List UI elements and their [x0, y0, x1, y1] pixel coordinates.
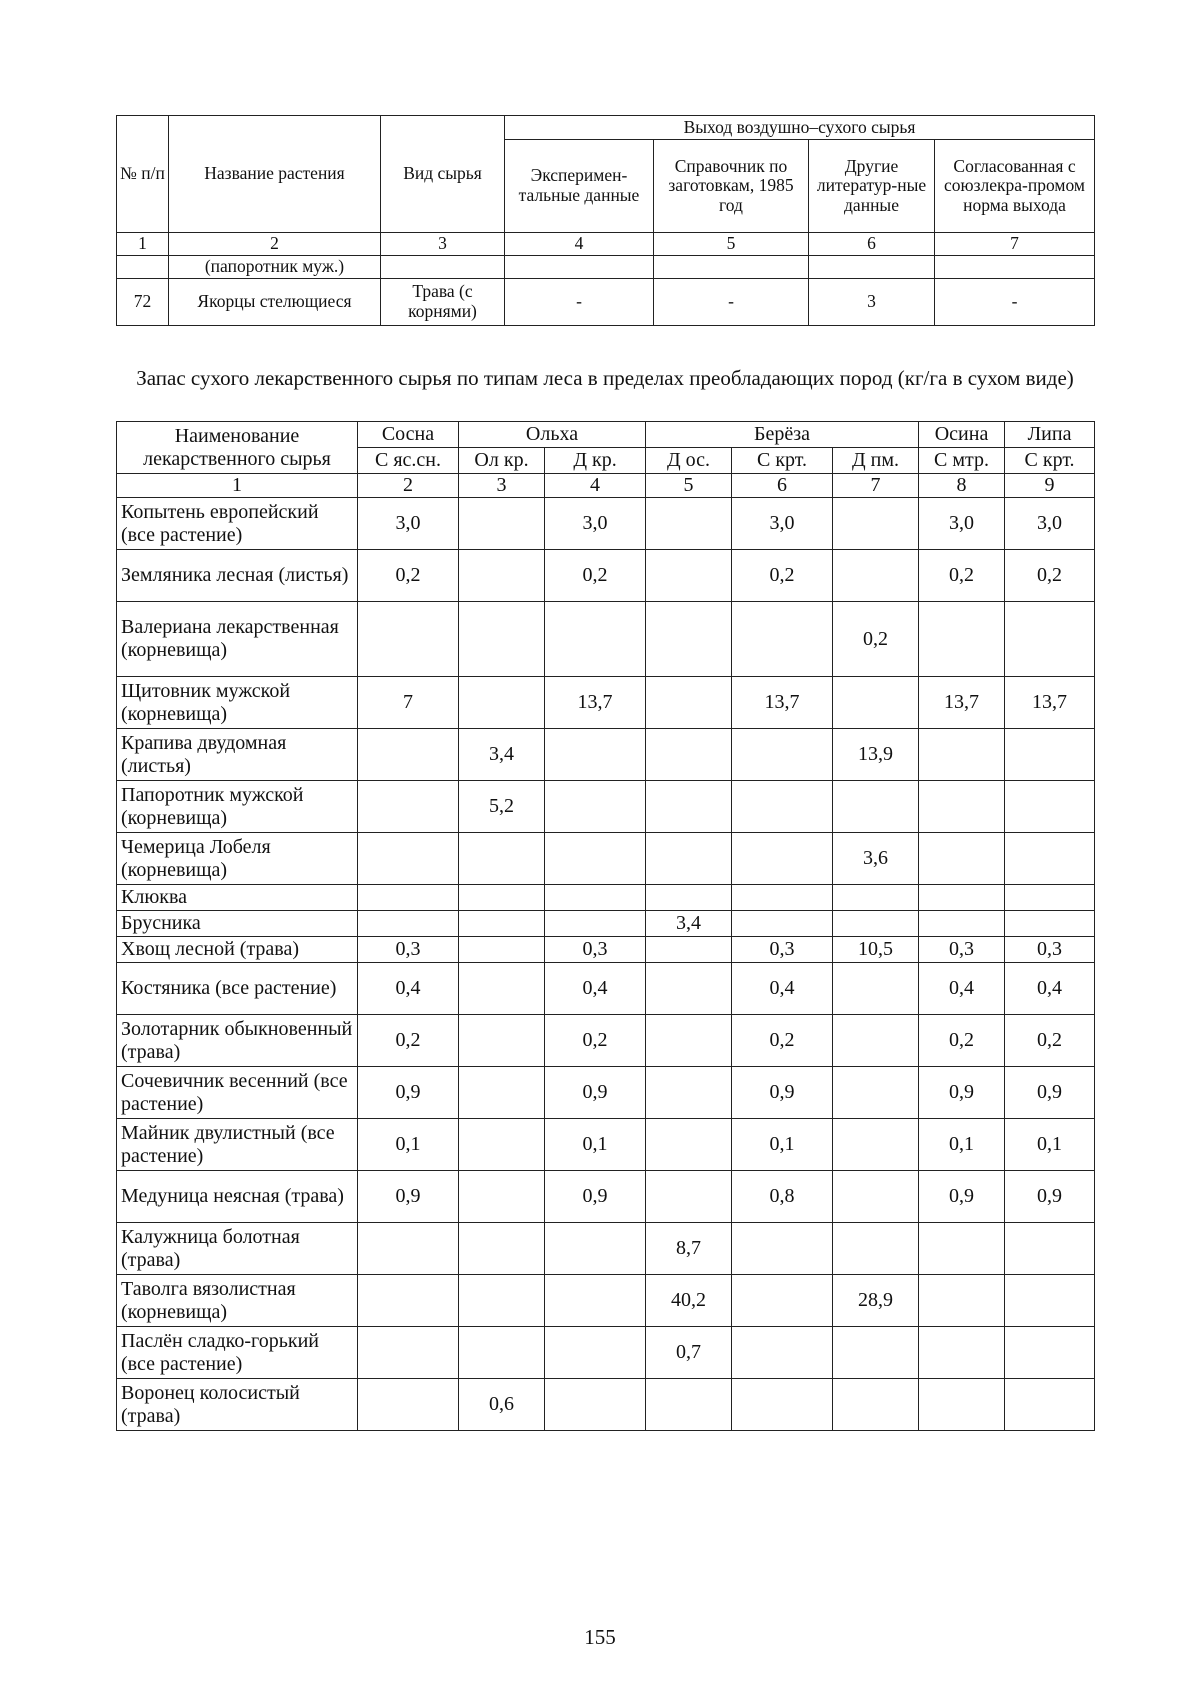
table-cell: 0,2 — [358, 550, 459, 602]
table-row — [117, 833, 1095, 885]
table-cell: 5,2 — [459, 781, 545, 833]
subheader: Д пм. — [833, 448, 919, 474]
table-cell — [833, 550, 919, 602]
table-row — [117, 781, 1095, 833]
table-cell: 0,2 — [1005, 1015, 1095, 1067]
table-cell: 0,9 — [545, 1171, 646, 1223]
table-cell: 0,4 — [1005, 963, 1095, 1015]
table-cell: 0,2 — [732, 1015, 833, 1067]
table-cell: 0,1 — [358, 1119, 459, 1171]
subheader: С крт. — [1005, 448, 1095, 474]
col-number: 4 — [505, 233, 654, 256]
table-cell: 0,9 — [358, 1067, 459, 1119]
table-cell: 0,3 — [919, 937, 1005, 963]
table-cell — [1005, 1223, 1095, 1275]
table-cell — [833, 498, 919, 550]
table-cell — [833, 1067, 919, 1119]
table-cell — [358, 885, 459, 911]
table-cell: 0,7 — [646, 1327, 732, 1379]
table-cell: 0,4 — [545, 963, 646, 1015]
table-cell — [358, 833, 459, 885]
table-row — [117, 911, 1095, 937]
table-cell: 0,1 — [545, 1119, 646, 1171]
header-olkha: Ольха — [459, 422, 646, 448]
table-cell — [646, 602, 732, 677]
col-number: 7 — [833, 474, 919, 498]
table-row — [117, 1015, 1095, 1067]
table-cell: 0,9 — [1005, 1171, 1095, 1223]
table-cell — [919, 729, 1005, 781]
table-cell: 0,2 — [545, 1015, 646, 1067]
table-cell — [358, 1379, 459, 1431]
table-cell: 0,9 — [919, 1171, 1005, 1223]
table-cell — [545, 1379, 646, 1431]
stock-table — [116, 421, 1095, 1431]
col-number: 4 — [545, 474, 646, 498]
table-cell — [358, 602, 459, 677]
table-cell — [505, 256, 654, 279]
table-cell — [646, 885, 732, 911]
table-cell: 3,6 — [833, 833, 919, 885]
table-cell — [545, 1327, 646, 1379]
table-cell — [459, 885, 545, 911]
col-number: 2 — [358, 474, 459, 498]
table-cell: 0,8 — [732, 1171, 833, 1223]
table-row — [117, 1327, 1095, 1379]
table-cell: 7 — [358, 677, 459, 729]
subheader: С мтр. — [919, 448, 1005, 474]
table-cell: 3,0 — [545, 498, 646, 550]
table-cell — [1005, 1379, 1095, 1431]
table-cell — [833, 885, 919, 911]
table-row — [117, 602, 1095, 677]
table-row — [117, 1119, 1095, 1171]
table-cell: 0,3 — [545, 937, 646, 963]
header-num: № п/п — [117, 116, 169, 233]
table-cell — [459, 1119, 545, 1171]
table-cell — [646, 963, 732, 1015]
row-raw-name: Копытень европейский (все растение) — [117, 498, 358, 550]
row-num: 72 — [117, 279, 169, 326]
table-cell — [833, 963, 919, 1015]
table-row — [117, 1171, 1095, 1223]
table-cell — [833, 1327, 919, 1379]
table-cell: 0,9 — [545, 1067, 646, 1119]
col-number: 5 — [646, 474, 732, 498]
header-yield-group: Выход воздушно–сухого сырья — [505, 116, 1095, 140]
row-raw-name: Таволга вязолистная (корневища) — [117, 1275, 358, 1327]
table-cell — [732, 781, 833, 833]
table-row — [117, 279, 1095, 326]
table-cell: 0,1 — [732, 1119, 833, 1171]
row-reference: - — [654, 279, 809, 326]
row-other: 3 — [809, 279, 935, 326]
row-raw-name: Паслён сладко-горький (все растение) — [117, 1327, 358, 1379]
table-cell — [833, 911, 919, 937]
table-row — [117, 550, 1095, 602]
table-cell — [919, 1327, 1005, 1379]
row-raw-name: Чемерица Лобеля (корневища) — [117, 833, 358, 885]
table-row — [117, 729, 1095, 781]
table-cell — [1005, 602, 1095, 677]
table-cell: 0,1 — [1005, 1119, 1095, 1171]
table-cell — [459, 550, 545, 602]
row-raw-type: Трава (с корнями) — [381, 279, 505, 326]
col-number: 3 — [459, 474, 545, 498]
col-number: 6 — [809, 233, 935, 256]
header-raw-type: Вид сырья — [381, 116, 505, 233]
table-cell — [459, 1015, 545, 1067]
table-row — [117, 963, 1095, 1015]
table-cell — [919, 885, 1005, 911]
table-cell: 0,2 — [545, 550, 646, 602]
row-agreed: - — [935, 279, 1095, 326]
table-cell — [545, 885, 646, 911]
table-cell — [919, 781, 1005, 833]
table-cell — [545, 1223, 646, 1275]
header-agreed-norm: Согласованная с союзлекра-промом норма выхода — [935, 140, 1095, 233]
table-cell — [646, 1171, 732, 1223]
row-raw-name: Клюква — [117, 885, 358, 911]
table-cell — [919, 602, 1005, 677]
table-cell: 0,4 — [919, 963, 1005, 1015]
table-cell — [935, 256, 1095, 279]
table-cell: 0,2 — [919, 550, 1005, 602]
table-cell — [646, 1379, 732, 1431]
header-lipa: Липа — [1005, 422, 1095, 448]
row-raw-name: Золотарник обыкновенный (трава) — [117, 1015, 358, 1067]
table-cell — [919, 1223, 1005, 1275]
table-cell: 13,7 — [732, 677, 833, 729]
row-experimental: - — [505, 279, 654, 326]
page-number: 155 — [584, 1625, 616, 1649]
col-number: 1 — [117, 474, 358, 498]
table-cell — [732, 885, 833, 911]
table-cell — [732, 1275, 833, 1327]
table-cell — [1005, 781, 1095, 833]
table-cell: 3,4 — [646, 911, 732, 937]
table-cell: 0,3 — [358, 937, 459, 963]
table-row — [117, 937, 1095, 963]
table-cell: 0,3 — [732, 937, 833, 963]
table-cell — [654, 256, 809, 279]
table-cell — [809, 256, 935, 279]
table-row — [117, 498, 1095, 550]
table-row — [117, 1379, 1095, 1431]
table-cell — [833, 1223, 919, 1275]
table-cell — [1005, 729, 1095, 781]
table-cell — [732, 911, 833, 937]
table-cell — [358, 1275, 459, 1327]
table-cell — [646, 677, 732, 729]
table-cell — [732, 1327, 833, 1379]
subheader: С яс.сн. — [358, 448, 459, 474]
table-cell — [1005, 1275, 1095, 1327]
table-cell — [459, 833, 545, 885]
header-raw-name: Наименование лекарственного сырья — [117, 422, 358, 474]
table-cell — [919, 1275, 1005, 1327]
col-number: 2 — [169, 233, 381, 256]
table-cell — [459, 498, 545, 550]
table-cell: 3,0 — [358, 498, 459, 550]
header-osina: Осина — [919, 422, 1005, 448]
row-raw-name: Хвощ лесной (трава) — [117, 937, 358, 963]
table-cell — [732, 1223, 833, 1275]
row-raw-name: Крапива двудомная (листья) — [117, 729, 358, 781]
table-cell — [545, 911, 646, 937]
table-cell — [459, 677, 545, 729]
table-cell — [732, 833, 833, 885]
row-raw-name: Щитовник мужской (корневища) — [117, 677, 358, 729]
table-cell — [358, 1327, 459, 1379]
table-cell: 3,0 — [732, 498, 833, 550]
table-cell: 0,2 — [1005, 550, 1095, 602]
table-cell — [358, 1223, 459, 1275]
row-raw-name: Майник двулистный (все растение) — [117, 1119, 358, 1171]
table-cell — [459, 911, 545, 937]
table-cell: 0,3 — [1005, 937, 1095, 963]
table-cell: 13,7 — [1005, 677, 1095, 729]
table-cell — [732, 1379, 833, 1431]
table-cell — [459, 1223, 545, 1275]
table-cell — [833, 1119, 919, 1171]
header-bereza: Берёза — [646, 422, 919, 448]
table-cell — [646, 1067, 732, 1119]
yield-table — [116, 115, 1095, 326]
table-row — [117, 1275, 1095, 1327]
table-cell — [646, 937, 732, 963]
row-raw-name: Сочевичник весенний (все растение) — [117, 1067, 358, 1119]
table-cell: 0,2 — [732, 550, 833, 602]
table-cell — [833, 781, 919, 833]
table-cell — [545, 729, 646, 781]
table-cell: 10,5 — [833, 937, 919, 963]
table-cell: 8,7 — [646, 1223, 732, 1275]
table-cell — [381, 256, 505, 279]
table-cell — [545, 1275, 646, 1327]
header-sosna: Сосна — [358, 422, 459, 448]
row-raw-name: Земляника лесная (листья) — [117, 550, 358, 602]
table-cell — [459, 1275, 545, 1327]
header-plant-name: Название растения — [169, 116, 381, 233]
table-cell — [833, 1015, 919, 1067]
table-cell: 0,2 — [358, 1015, 459, 1067]
table-cell: 0,1 — [919, 1119, 1005, 1171]
table-cell — [919, 911, 1005, 937]
table-cell — [1005, 833, 1095, 885]
col-number: 5 — [654, 233, 809, 256]
table-cell — [646, 1015, 732, 1067]
table-cell: 3,4 — [459, 729, 545, 781]
table-cell — [358, 781, 459, 833]
row-raw-name: Брусника — [117, 911, 358, 937]
table-cell — [1005, 911, 1095, 937]
table-cell — [545, 833, 646, 885]
table-cell: 0,9 — [732, 1067, 833, 1119]
table-row — [117, 677, 1095, 729]
table-cell — [1005, 1327, 1095, 1379]
table-cell — [117, 256, 169, 279]
table-cell — [358, 729, 459, 781]
col-number: 6 — [732, 474, 833, 498]
table-cell — [833, 1171, 919, 1223]
table-cell: 0,9 — [1005, 1067, 1095, 1119]
table-cell — [833, 1379, 919, 1431]
col-number: 9 — [1005, 474, 1095, 498]
table-cell — [459, 1171, 545, 1223]
table-title: Запас сухого лекарственного сырья по типам леса в пределах преобладающих пород (кг/га в сухом виде) — [136, 366, 1074, 390]
table-cell: 13,7 — [919, 677, 1005, 729]
table-cell: 40,2 — [646, 1275, 732, 1327]
table-cell — [732, 729, 833, 781]
subheader: Д кр. — [545, 448, 646, 474]
table-row — [117, 885, 1095, 911]
table-cell — [646, 1119, 732, 1171]
table-cell — [1005, 885, 1095, 911]
table-cell — [646, 729, 732, 781]
table-cell — [459, 963, 545, 1015]
table-cell — [732, 602, 833, 677]
table-cell: 28,9 — [833, 1275, 919, 1327]
subheader: Д ос. — [646, 448, 732, 474]
table-cell: 0,9 — [358, 1171, 459, 1223]
row-raw-name: Валериана лекарственная (корневища) — [117, 602, 358, 677]
header-experimental: Эксперимен-тальные данные — [505, 140, 654, 233]
col-number: 3 — [381, 233, 505, 256]
table-row — [117, 1223, 1095, 1275]
header-other-literature: Другие литератур-ные данные — [809, 140, 935, 233]
table-cell: 0,6 — [459, 1379, 545, 1431]
row-raw-name: Папоротник мужской (корневища) — [117, 781, 358, 833]
table-cell — [545, 602, 646, 677]
table-cell — [919, 833, 1005, 885]
table-row — [117, 1067, 1095, 1119]
table-cell — [646, 498, 732, 550]
table-cell — [459, 937, 545, 963]
table-cell: 3,0 — [1005, 498, 1095, 550]
table-cell — [545, 781, 646, 833]
table-cell: 0,2 — [833, 602, 919, 677]
col-number: 8 — [919, 474, 1005, 498]
table-cell — [459, 1327, 545, 1379]
table-cell — [459, 1067, 545, 1119]
header-reference-1985: Справочник по заготовкам, 1985 год — [654, 140, 809, 233]
table-cell: 13,7 — [545, 677, 646, 729]
row-raw-name: Воронец колосистый (трава) — [117, 1379, 358, 1431]
row-raw-name: Медуница неясная (трава) — [117, 1171, 358, 1223]
table-cell: 0,4 — [732, 963, 833, 1015]
table-cell — [646, 781, 732, 833]
col-number: 7 — [935, 233, 1095, 256]
continuation-text: (папоротник муж.) — [169, 256, 381, 279]
subheader: С крт. — [732, 448, 833, 474]
table-cell: 13,9 — [833, 729, 919, 781]
table-cell — [646, 833, 732, 885]
table-cell: 3,0 — [919, 498, 1005, 550]
table-cell — [459, 602, 545, 677]
row-raw-name: Калужница болотная (трава) — [117, 1223, 358, 1275]
row-plant-name: Якорцы стелющиеся — [169, 279, 381, 326]
table-cell — [833, 677, 919, 729]
table-cell — [358, 911, 459, 937]
table-cell: 0,9 — [919, 1067, 1005, 1119]
table-cell: 0,2 — [919, 1015, 1005, 1067]
table-cell: 0,4 — [358, 963, 459, 1015]
row-raw-name: Костяника (все растение) — [117, 963, 358, 1015]
subheader: Ол кр. — [459, 448, 545, 474]
col-number: 1 — [117, 233, 169, 256]
table-cell — [646, 550, 732, 602]
table-cell — [919, 1379, 1005, 1431]
